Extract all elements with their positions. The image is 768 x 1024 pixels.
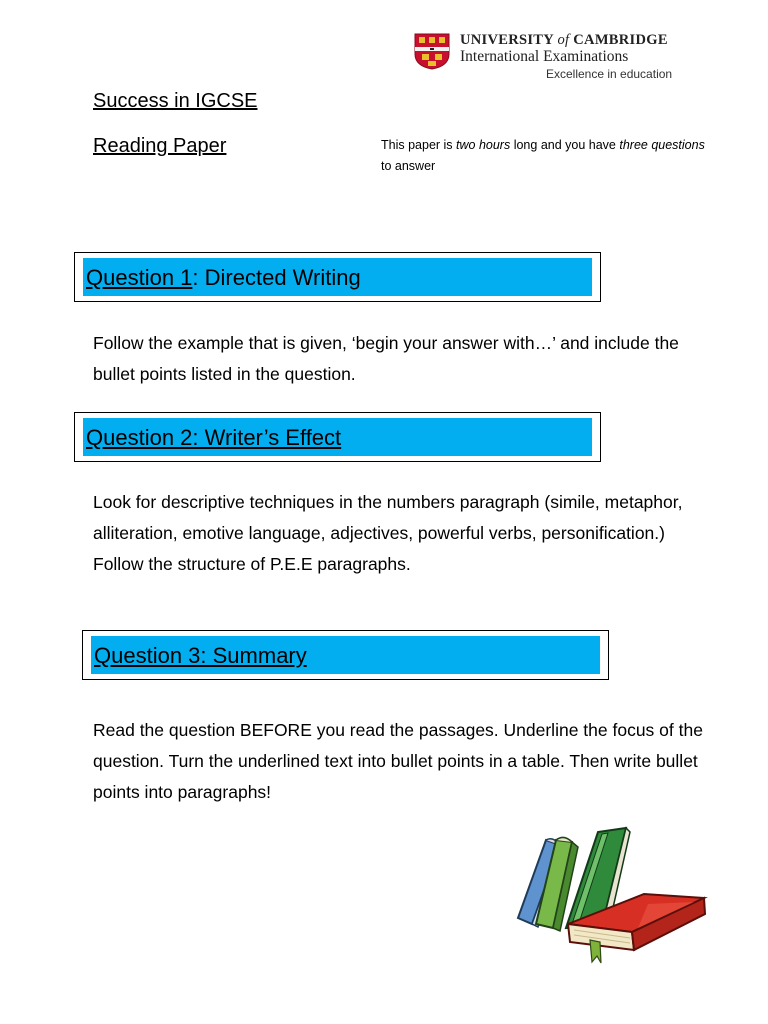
page-title: Success in IGCSE	[93, 90, 258, 112]
question-1-instructions: Follow the example that is given, ‘begin your answer with…’ and include the bullet points listed in the question.	[93, 333, 679, 384]
question-1-heading-fill	[83, 258, 592, 296]
logo-examinations-line: International Examinations	[460, 48, 629, 65]
question-3-heading-fill	[91, 636, 600, 674]
logo-tagline: Excellence in education	[546, 67, 673, 81]
question-3-heading: Question 3: Summary	[94, 643, 307, 668]
cambridge-logo	[413, 30, 703, 86]
question-3-heading-box	[82, 630, 609, 680]
question-2-heading-fill	[83, 418, 592, 456]
question-1-heading: Question 1: Directed Writing	[86, 265, 361, 290]
logo-university-line: UNIVERSITY of CAMBRIDGE	[460, 32, 668, 48]
books-illustration	[498, 820, 710, 970]
exam-duration-note: This paper is two hours long and you have three questions to answer	[381, 138, 705, 173]
question-2-instructions: Look for descriptive techniques in the numbers paragraph (simile, metaphor, alliteration, emotive language, adjectives, powerful verbs, personification.) Follow the structure of P.E.E paragraphs.	[93, 492, 683, 574]
page-subtitle: Reading Paper	[93, 135, 227, 157]
question-2-heading: Question 2: Writer’s Effect	[86, 425, 342, 450]
cambridge-crest-icon	[413, 32, 451, 70]
question-3-instructions: Read the question BEFORE you read the passages. Underline the focus of the question. Turn the underlined text into bullet points in a table. Then write bullet points into paragraphs!	[93, 720, 703, 802]
question-2-heading-box	[74, 412, 601, 462]
question-1-heading-box	[74, 252, 601, 302]
